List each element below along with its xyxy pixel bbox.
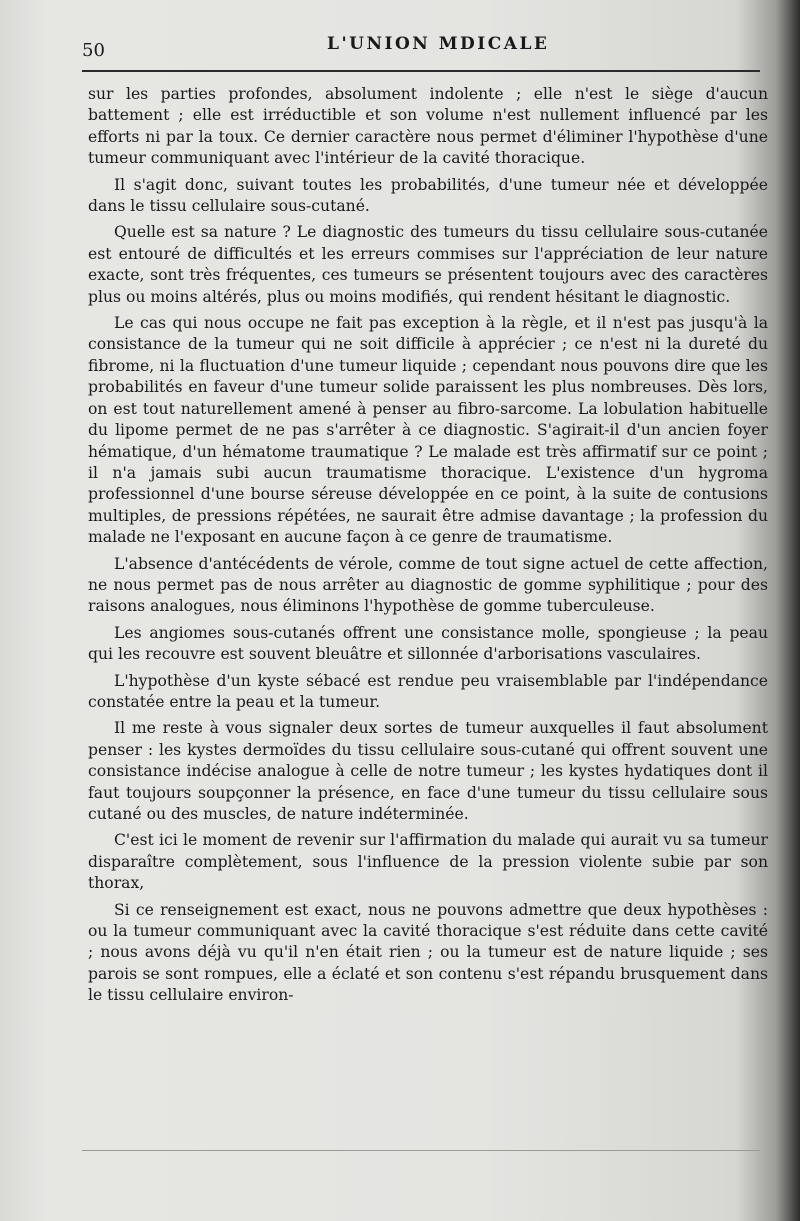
body-text [88,84,768,1012]
page-number: 50 [82,40,105,61]
paragraph: Il s'agit donc, suivant toutes les probabilités, d'une tumeur née et développée dans le tissu cellulaire sous-cutané. [88,175,768,216]
paragraph: Le cas qui nous occupe ne fait pas exception à la règle, et il n'est pas jusqu'à la consistance de la tumeur qui ne soit difficile à apprécier ; ce n'est ni la dureté du fibrome, ni la fluctuation d'une tumeur liquide ; cependant nous pouvons dire que les probabilités en faveur d'une tumeur solide paraissent les plus nombreuses. Dès lors, on est tout naturellement amené à penser au fibro-sarcome. La lobulation habituelle du lipome permet de ne pas s'arrêter à ce diagnostic. S'agirait-il d'un ancien foyer hématique, d'un hématome traumatique ? Le malade est très affirmatif sur ce point ; il n'a jamais subi aucun traumatisme thoracique. L'existence d'un hygroma professionnel d'une bourse séreuse développée en ce point, à la suite de contusions multiples, de pressions répétées, ne saurait être admise davantage ; la profession du malade ne l'exposant en aucune façon à ce genre de traumatisme. [88,314,768,547]
paragraph: Les angiomes sous-cutanés offrent une consistance molle, spongieuse ; la peau qui les recouvre est souvent bleuâtre et sillonnée d'arborisations vasculaires. [88,623,768,664]
paragraph: Si ce renseignement est exact, nous ne pouvons admettre que deux hypothèses : ou la tumeur communiquant avec la cavité thoracique s'est réduite dans cette cavité ; nous avons déjà vu qu'il n'en était rien ; ou la tumeur est de nature liquide ; ses parois se sont rompues, elle a éclaté et son contenu s'est répandu brusquement dans le tissu cellulaire environ- [88,900,768,1005]
paragraph: sur les parties profondes, absolument indolente ; elle n'est le siège d'aucun battement ; elle est irréductible et son volume n'est nullement influencé par les efforts ni par la toux. Ce dernier caractère nous permet d'éliminer l'hypothèse d'une tumeur communiquant avec l'intérieur de la cavité thoracique. [88,85,768,168]
paragraph: Il me reste à vous signaler deux sortes de tumeur auxquelles il faut absolument penser : les kystes dermoïdes du tissu cellulaire sous-cutané qui offrent souvent une consistance indécise analogue à celle de notre tumeur ; les kystes hydatiques dont il faut toujours soupçonner la présence, en face d'une tumeur du tissu cellulaire sous cutané ou des muscles, de nature indéterminée. [88,719,768,823]
header-rule [82,70,760,72]
paragraph: L'absence d'antécédents de vérole, comme de tout signe actuel de cette affection, ne nous permet pas de nous arrêter au diagnostic de gomme syphilitique ; pour des raisons analogues, nous éliminons l'hypothèse de gomme tuberculeuse. [88,554,768,616]
paragraph: C'est ici le moment de revenir sur l'affirmation du malade qui aurait vu sa tumeur disparaître complètement, sous l'influence de la pression violente subie par son thorax, [88,831,768,893]
running-head: L'UNION MDICALE [327,34,550,54]
footer-rule [82,1150,760,1151]
page-header [82,34,760,70]
paragraph: Quelle est sa nature ? Le diagnostic des tumeurs du tissu cellulaire sous-cutanée est entouré de difficultés et les erreurs commises sur l'appréciation de leur nature exacte, sont très fréquentes, ces tumeurs se présentent toujours avec des caractères plus ou moins altérés, plus ou moins modifiés, qui rendent hésitant le diagnostic. [88,223,768,306]
paragraph: L'hypothèse d'un kyste sébacé est rendue peu vraisemblable par l'indépendance constatée entre la peau et la tumeur. [88,671,768,711]
